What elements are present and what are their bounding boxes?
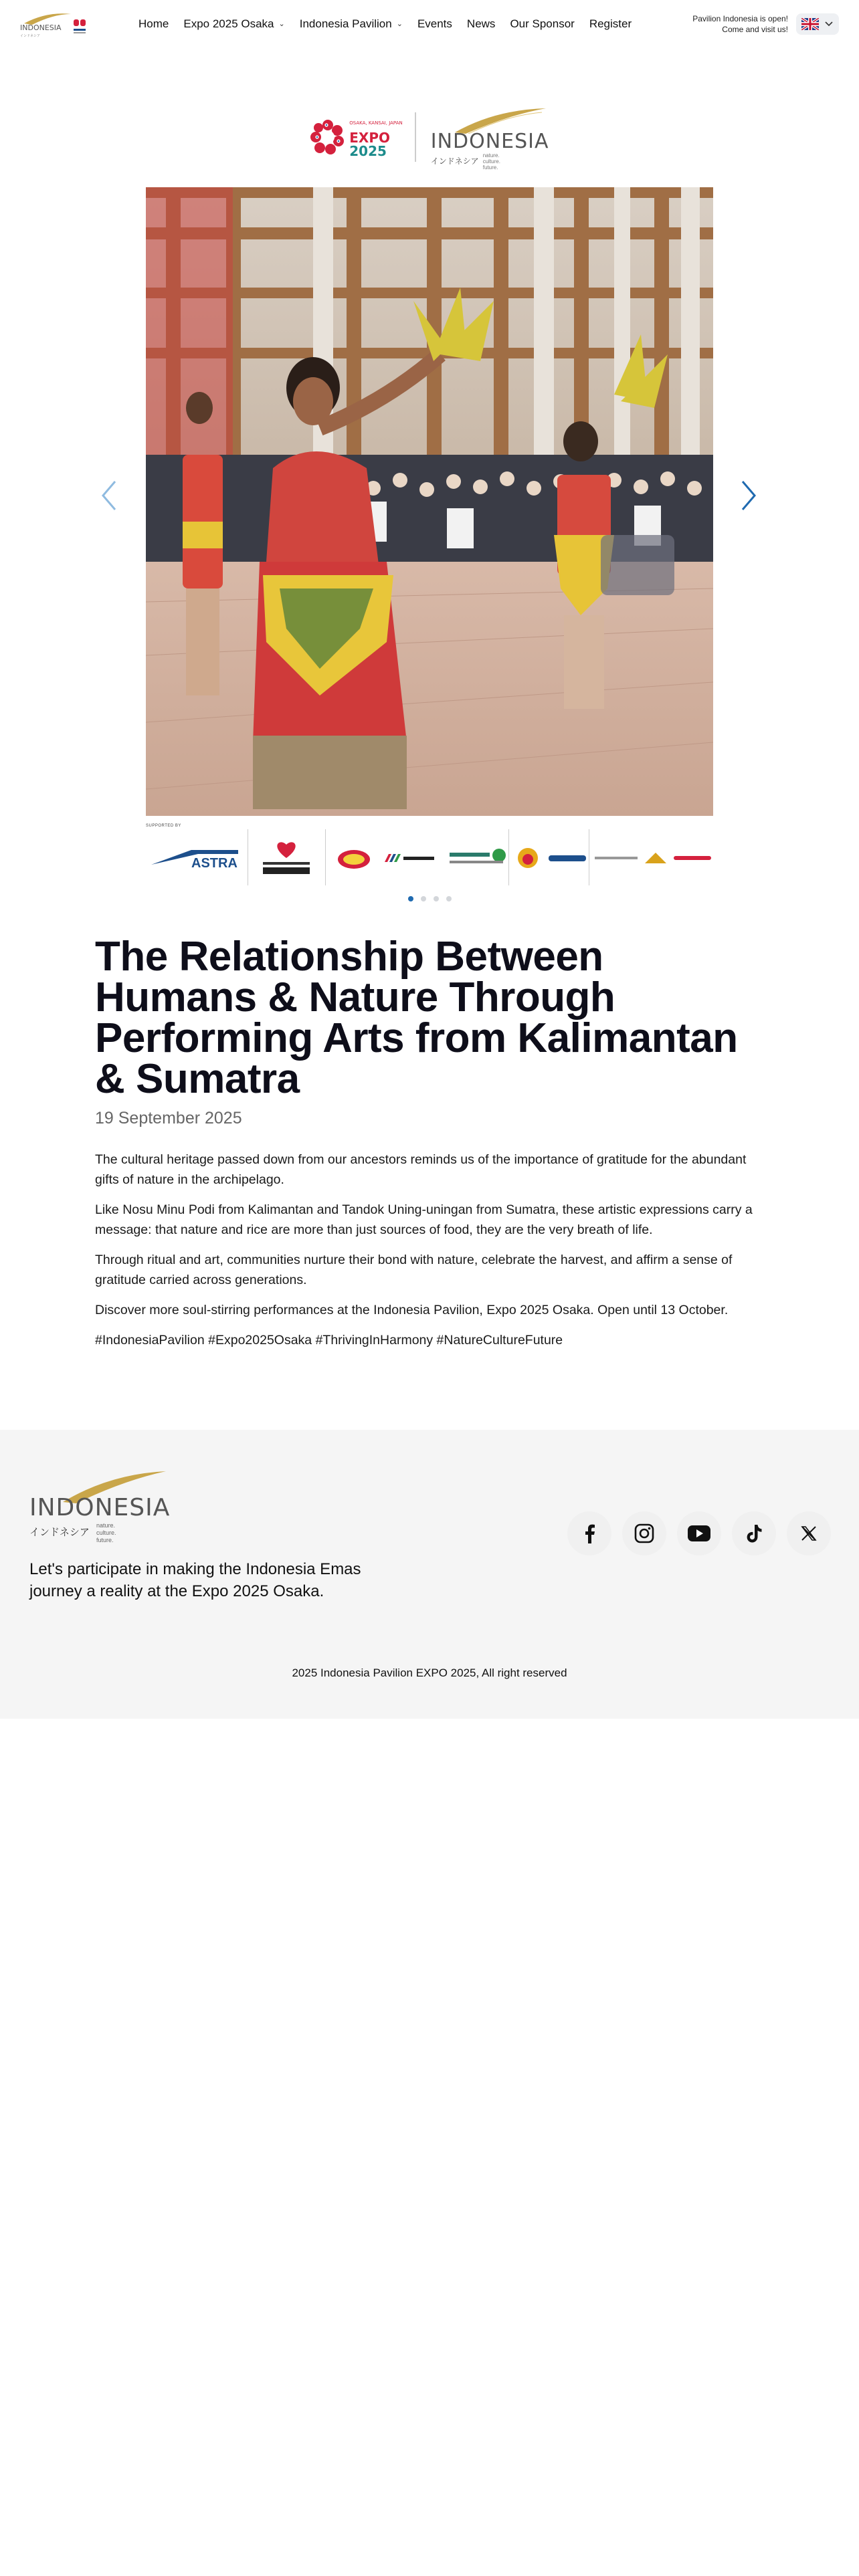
expo-mascot-icon: [310, 118, 345, 156]
sponsor-sinarmas: [641, 833, 670, 883]
nav-item-label: Register: [589, 17, 632, 30]
tag-nature: nature.: [96, 1522, 116, 1529]
tiktok-icon: [745, 1523, 763, 1543]
sponsor-bumi-pacific: [443, 833, 514, 883]
indonesia-japanese: インドネシア: [430, 156, 479, 166]
youtube-link[interactable]: [677, 1511, 721, 1555]
expo-2025-logo: [310, 116, 402, 158]
expo-location: OSAKA, KANSAI, JAPAN: [349, 120, 403, 126]
article-hashtags: #IndonesiaPavilion #Expo2025Osaka #ThrivingInHarmony #NatureCultureFuture: [95, 1333, 563, 1348]
chevron-down-icon: ⌄: [278, 19, 285, 28]
sponsor-kapal-api: [330, 833, 377, 883]
article-date: 19 September 2025: [95, 1109, 242, 1128]
sponsor-lion: [512, 833, 543, 883]
news-article: [95, 936, 764, 1350]
indonesia-tagline: [483, 152, 500, 171]
expo-word: EXPO: [349, 130, 390, 146]
footer-logo-tagline: [96, 1522, 116, 1544]
nav-right: [692, 13, 839, 35]
tag-nature: nature.: [482, 152, 500, 158]
nav-item-label: News: [466, 17, 496, 30]
tiktok-link[interactable]: [732, 1511, 776, 1555]
open-note-line1: Pavilion Indonesia is open!: [692, 14, 788, 23]
nav-item-expo-2025-osaka[interactable]: [183, 17, 284, 31]
tag-culture: culture.: [96, 1529, 116, 1536]
indonesia-logo-icon: [20, 9, 97, 39]
nav-item-our-sponsor[interactable]: [510, 17, 574, 31]
expo-year: 2025: [349, 143, 387, 159]
sponsor-strip: [146, 821, 713, 883]
main-menu: [138, 17, 646, 31]
uk-flag-icon: [801, 18, 819, 30]
site-logo[interactable]: [20, 9, 97, 39]
svg-text:INDONESIA: INDONESIA: [20, 23, 62, 32]
image-carousel[interactable]: [146, 187, 713, 816]
nav-item-register[interactable]: [589, 17, 632, 31]
nav-item-label: Expo 2025 Osaka: [183, 17, 274, 30]
carousel-dot-2[interactable]: [421, 896, 426, 901]
article-paragraph: The cultural heritage passed down from our ancestors reminds us of the importance of gratitude for the abundant gifts of nature in the archipelago.: [95, 1152, 747, 1187]
astra-peduli-logo-icon: [256, 839, 316, 877]
open-note-line2: Come and visit us!: [722, 25, 788, 34]
kapal-api-logo-icon: [335, 845, 373, 871]
nav-item-label: Indonesia Pavilion: [299, 17, 392, 30]
carousel-dot-4[interactable]: [446, 896, 452, 901]
divider: [325, 829, 326, 885]
nav-item-news[interactable]: [467, 17, 496, 31]
footer-logo[interactable]: [29, 1470, 177, 1543]
sponsor-name: ASTRA: [191, 856, 237, 871]
smart-logo-icon: [595, 853, 638, 863]
bumi-pacific-logo-icon: [448, 846, 508, 870]
carousel-dot-3[interactable]: [434, 896, 439, 901]
supported-by-label: SUPPORTED BY: [146, 824, 181, 828]
svg-text:インドネシア: インドネシア: [20, 34, 40, 38]
sinarmas-logo-icon: [642, 850, 669, 866]
carousel-pagination: [0, 896, 859, 901]
top-navbar: [0, 0, 859, 48]
lion-logo-icon: [516, 845, 539, 871]
instagram-link[interactable]: [622, 1511, 666, 1555]
telkomsel-logo-icon: [674, 853, 711, 863]
sponsor-telkomsel: [672, 833, 713, 883]
youtube-icon: [687, 1525, 711, 1542]
carousel-prev-arrow-icon[interactable]: [99, 479, 119, 512]
sponsor-indofood: [545, 833, 590, 883]
facebook-link[interactable]: [567, 1511, 611, 1555]
sponsor-astra-peduli: [253, 833, 320, 883]
footer-logo-word: INDONESIA: [29, 1494, 171, 1521]
sponsor-smart: [593, 833, 640, 883]
divider: [508, 829, 509, 885]
carousel-dot-1[interactable]: [408, 896, 413, 901]
open-note: [692, 13, 788, 35]
instagram-icon: [634, 1523, 654, 1543]
divider: [415, 112, 416, 162]
facebook-icon: [581, 1523, 598, 1543]
article-paragraph: Discover more soul-stirring performances at the Indonesia Pavilion, Expo 2025 Osaka. Open until 13 October.: [95, 1303, 729, 1317]
footer-tagline: Let's participate in making the Indonesia Emas journey a reality at the Expo 2025 Osaka.: [29, 1560, 361, 1600]
astra-logo-icon: [151, 845, 238, 871]
chevron-down-icon: [824, 21, 834, 27]
x-link[interactable]: [787, 1511, 831, 1555]
nav-item-indonesia-pavilion[interactable]: [300, 17, 403, 31]
article-title: The Relationship Between Humans & Nature Through Performing Arts from Kalimantan & Sumatra: [95, 934, 738, 1102]
expo-text: [349, 116, 402, 158]
indonesia-word: INDONESIA: [430, 130, 549, 153]
indonesia-logo: [428, 107, 549, 171]
footer-logo-japanese: インドネシア: [29, 1526, 90, 1538]
article-paragraph: Like Nosu Minu Podi from Kalimantan and Tandok Uning-uningan from Sumatra, these artistic expressions carry a message: that nature and rice are more than just sources of food, they are the very breath of life.: [95, 1202, 753, 1237]
nav-item-label: Events: [417, 17, 452, 30]
tag-culture: culture.: [482, 158, 500, 165]
tag-future: future.: [482, 165, 498, 171]
sponsor-pertamina: [380, 833, 440, 883]
performance-photo: [146, 187, 713, 816]
site-footer: [0, 1430, 859, 1719]
nav-item-events[interactable]: [417, 17, 452, 31]
article-paragraph: Through ritual and art, communities nurture their bond with nature, celebrate the harvest, and affirm a sense of gratitude carried across generations.: [95, 1253, 733, 1287]
chevron-down-icon: ⌄: [396, 19, 403, 28]
language-selector[interactable]: [796, 13, 839, 35]
indofood-logo-icon: [547, 851, 587, 865]
pertamina-logo-icon: [383, 851, 437, 865]
sponsor-astra: [146, 833, 243, 883]
copyright-text: 2025 Indonesia Pavilion EXPO 2025, All right reserved: [292, 1667, 567, 1679]
x-icon: [800, 1525, 818, 1542]
social-links: [567, 1511, 831, 1555]
nav-item-label: Home: [138, 17, 169, 30]
hero-logos: [0, 107, 859, 171]
carousel-next-arrow-icon[interactable]: [739, 479, 759, 512]
article-body: [95, 1150, 764, 1350]
nav-item-home[interactable]: [138, 17, 169, 31]
tag-future: future.: [96, 1537, 114, 1543]
nav-item-label: Our Sponsor: [510, 17, 575, 30]
